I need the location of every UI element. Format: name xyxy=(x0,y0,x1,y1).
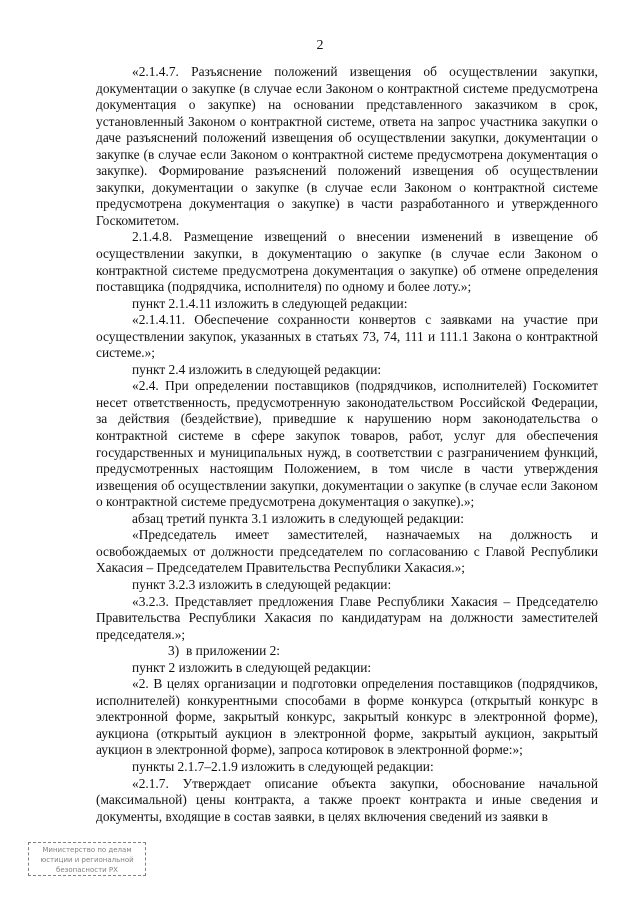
paragraph: «Председатель имеет заместителей, назначаемых на должность и освобождаемых от должности председателем по согласованию с Главой Республики Хакасия – Председателем Правительства Республики Хакасия.»; xyxy=(96,527,598,576)
list-item xyxy=(96,643,598,660)
paragraph: «2. В целях организации и подготовки определения поставщиков (подрядчиков, исполнителей) конкурентными способами в форме конкурса (открытый конкурс в электронной форме, закрытый конкурс, закрытый конкурс в электронной форме), аукциона (открытый аукцион в электронной форме, закрытый аукцион, закрытый аукцион в электронной форме), запроса котировок в электронной форме:»; xyxy=(96,676,598,758)
paragraph: пункт 2 изложить в следующей редакции: xyxy=(132,659,372,675)
paragraph: «3.2.3. Представляет предложения Главе Республики Хакасия – Председателю Правительства Республики Хакасия по кандидатурам на должности заместителей председателя.»; xyxy=(96,593,598,642)
page-number: 2 xyxy=(316,38,324,53)
paragraph: пункт 2.1.4.11 изложить в следующей редакции: xyxy=(132,295,408,311)
paragraph: «2.4. При определении поставщиков (подрядчиков, исполнителей) Госкомитет несет ответственность, предусмотренную законодательством Российской Федерации, за действия (бездействие), приведшие к нарушению норм законодательства о контрактной системе в сфере закупок товаров, работ, услуг для обеспечения государственных и муниципальных нужд, в соответствии с разграничением функций, предусмотренных настоящим Положением, в том числе в части утверждения извещения об осуществлении закупки, документации о закупке (в случае если Законом о контрактной системе предусмотрена документация о закупке).»; xyxy=(96,378,598,510)
paragraph: пункт 3.2.3 изложить в следующей редакции: xyxy=(132,576,392,592)
stamp-line: безопасности РХ xyxy=(56,866,118,874)
paragraph: «2.1.4.7. Разъяснение положений извещения об осуществлении закупки, документации о закупке (в случае если Законом о контрактной системе предусмотрена документация о закупке) на основании представленного заказчиком в срок, установленный Законом о контрактной системе, ответа на запрос участника закупки о даче разъяснений положений извещения об осуществлении закупки, документации о закупке (в случае если Законом о контрактной системе предусмотрена документация о закупке). Формирование разъяснений положений извещения об осуществлении закупки, документации о закупке (в случае если Законом о контрактной системе предусмотрена документация о закупке) в части разработанного и утвержденного Госкомитетом. xyxy=(96,64,598,228)
stamp-line: юстиции и региональной xyxy=(40,856,134,864)
paragraph: пункт 2.4 изложить в следующей редакции: xyxy=(132,361,382,377)
paragraph: пункты 2.1.7–2.1.9 изложить в следующей редакции: xyxy=(132,758,434,774)
paragraph: 2.1.4.8. Размещение извещений о внесении изменений в извещение об осуществлении закупки, в документацию о закупке (в случае если Законом о контрактной системе предусмотрена документация о закупке) об отмене определения поставщика (подрядчика, исполнителя) по одному и более лоту.»; xyxy=(96,229,598,295)
stamp-line: Министерство по делам xyxy=(42,846,132,854)
list-item-text: в приложении 2: xyxy=(186,643,281,659)
registration-stamp xyxy=(28,842,146,876)
paragraph: «2.1.4.11. Обеспечение сохранности конвертов с заявками на участие при осуществлении закупок, указанных в статьях 73, 74, 111 и 111.1 Закона о контрактной системе.»; xyxy=(96,312,598,361)
document-body xyxy=(96,64,598,825)
list-item-number: 3) xyxy=(168,643,180,659)
paragraph: «2.1.7. Утверждает описание объекта закупки, обоснование начальной (максимальной) цены контракта, а также проект контракта и иные сведения и документы, входящие в состав заявки, в целях включения сведений из заявки в xyxy=(96,775,598,824)
paragraph: абзац третий пункта 3.1 изложить в следующей редакции: xyxy=(132,510,464,526)
